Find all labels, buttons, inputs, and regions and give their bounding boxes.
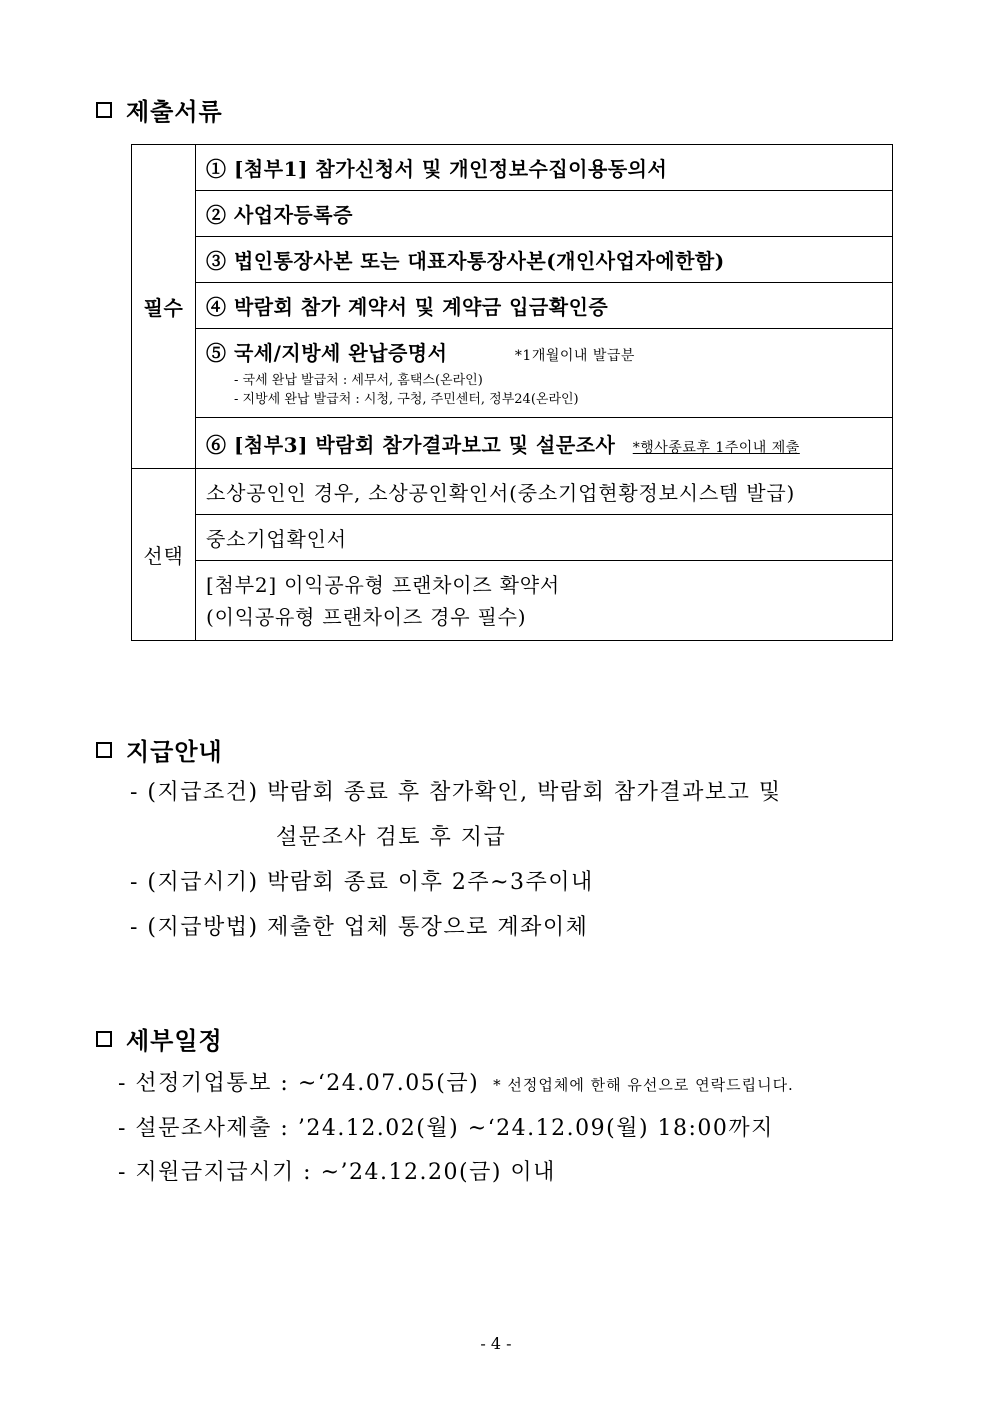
required-item-6-title: ⑥ [첨부3] 박람회 참가결과보고 및 설문조사 — [206, 432, 616, 457]
optional-item-2: 중소기업확인서 — [196, 515, 893, 561]
section-title-docs — [96, 92, 223, 127]
page-number: - 4 - — [480, 1334, 512, 1353]
checkbox-square-icon — [96, 1031, 112, 1047]
checkbox-square-icon — [96, 742, 112, 758]
required-item-6 — [196, 418, 893, 469]
schedule-line-1-text: - 선정기업통보 : ~‘24.07.05(금) — [118, 1071, 480, 1096]
payment-line-4: - (지급방법) 제출한 업체 통장으로 계좌이체 — [130, 915, 589, 940]
section-title-payment — [96, 732, 223, 767]
category-required: 필수 — [132, 145, 196, 469]
optional-item-3-line-1: [첨부2] 이익공유형 프랜차이즈 확약서 — [206, 572, 561, 597]
required-item-5-sub-2: - 지방세 완납 발급처 : 시청, 구청, 주민센터, 정부24(온라인) — [234, 391, 579, 407]
payment-line-2: 설문조사 검토 후 지급 — [276, 825, 507, 850]
optional-item-3 — [196, 561, 893, 641]
schedule-line-3: - 지원금지급시기 : ~’24.12.20(금) 이내 — [118, 1160, 556, 1185]
required-item-5-note: *1개월이내 발급분 — [514, 347, 635, 364]
optional-item-3-line-2: (이익공유형 프랜차이즈 경우 필수) — [206, 604, 527, 629]
schedule-line-2: - 설문조사제출 : ’24.12.02(월) ~‘24.12.09(월) 18:00까지 — [118, 1116, 774, 1141]
required-item-4: ④ 박람회 참가 계약서 및 계약금 입금확인증 — [196, 283, 893, 329]
schedule-line-1-note: * 선정업체에 한해 유선으로 연락드립니다. — [493, 1076, 794, 1094]
required-item-5 — [196, 329, 893, 418]
category-optional: 선택 — [132, 469, 196, 641]
section-title-text: 제출서류 — [126, 97, 223, 126]
required-item-6-note: *행사종료후 1주이내 제출 — [632, 439, 800, 456]
schedule-line-1 — [118, 1066, 794, 1097]
checkbox-square-icon — [96, 102, 112, 118]
documents-table — [131, 144, 893, 641]
section-title-schedule — [96, 1021, 223, 1056]
required-item-1: ① [첨부1] 참가신청서 및 개인정보수집이용동의서 — [196, 145, 893, 191]
required-item-5-title: ⑤ 국세/지방세 완납증명서 — [206, 340, 448, 365]
payment-line-1: - (지급조건) 박람회 종료 후 참가확인, 박람회 참가결과보고 및 — [130, 780, 782, 805]
required-item-2: ② 사업자등록증 — [196, 191, 893, 237]
required-item-3: ③ 법인통장사본 또는 대표자통장사본(개인사업자에한함) — [196, 237, 893, 283]
payment-line-3: - (지급시기) 박람회 종료 이후 2주~3주이내 — [130, 870, 594, 895]
optional-item-1: 소상공인인 경우, 소상공인확인서(중소기업현황정보시스템 발급) — [196, 469, 893, 515]
required-item-5-sub-1: - 국세 완납 발급처 : 세무서, 홈택스(온라인) — [234, 372, 483, 388]
section-title-text: 세부일정 — [126, 1026, 223, 1055]
section-title-text: 지급안내 — [126, 737, 223, 766]
